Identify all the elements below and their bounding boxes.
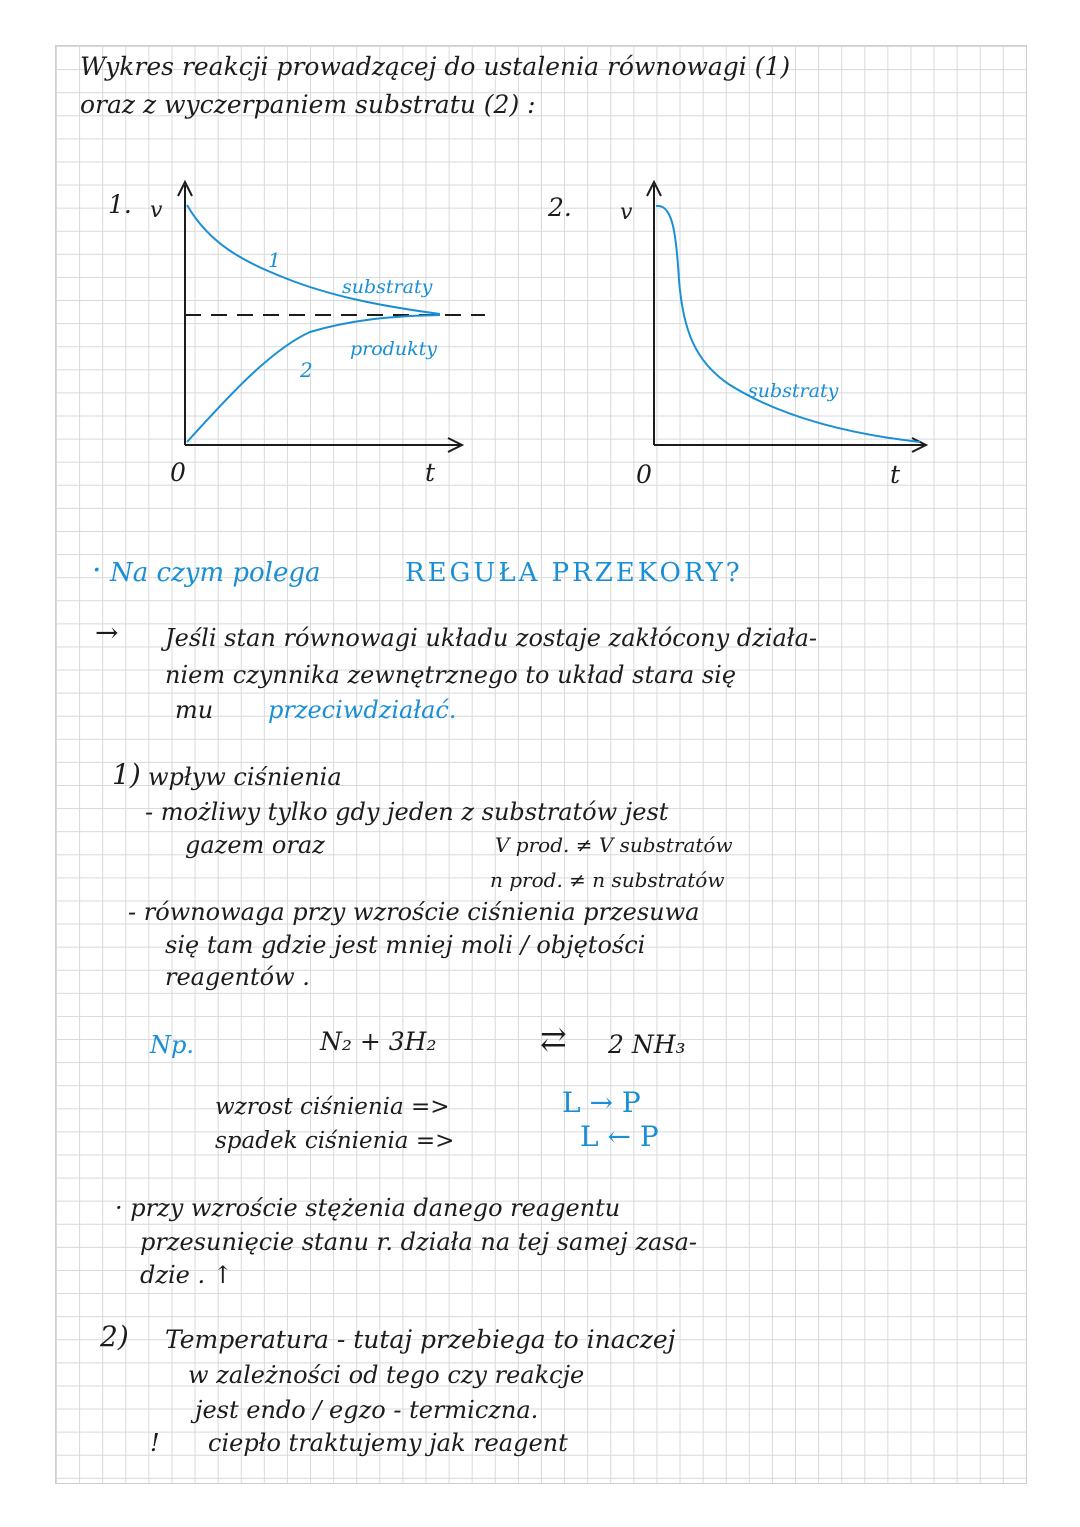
decrease-shift: L ← P [580, 1120, 659, 1153]
graph1-curve1-label: 1 [268, 248, 281, 272]
rule-arrow: → [95, 616, 119, 649]
rule-line-2: niem czynnika zewnętrznego to układ stara się [165, 661, 737, 689]
section2-line-1: Temperatura - tutaj przebiega to inaczej [165, 1325, 676, 1354]
graph2-origin: 0 [636, 460, 652, 489]
section1-title: wpływ ciśnienia [148, 763, 342, 791]
increase-shift: L → P [562, 1086, 641, 1119]
graph1-x-label: t [425, 458, 436, 487]
graph1-substrates-label: substraty [342, 276, 433, 298]
reaction-right: 2 NH₃ [608, 1030, 686, 1059]
section1-cond2: n prod. ≠ n substratów [490, 868, 725, 892]
section2-line-3: jest endo / egzo - termiczna. [195, 1396, 539, 1424]
section1-item2-line3: reagentów . [165, 963, 310, 991]
rule-line-3-prefix: mu [175, 696, 214, 724]
question-prefix: Na czym polega [110, 558, 321, 588]
question-term: REGUŁA PRZEKORY? [405, 558, 743, 588]
section1-number: 1) [112, 758, 141, 791]
graph1-origin: 0 [170, 458, 186, 487]
graph1-number: 1. [108, 190, 132, 219]
section2-exclamation: ! [150, 1429, 160, 1457]
concentration-line-1: · przy wzroście stężenia danego reagentu [115, 1194, 621, 1222]
section1-cond1: V prod. ≠ V substratów [495, 833, 733, 857]
graph2-number: 2. [548, 193, 572, 222]
concentration-line-2: przesunięcie stanu r. działa na tej samej zasa- [140, 1228, 698, 1256]
graph1-products-label: produkty [350, 338, 437, 360]
rule-line-1: Jeśli stan równowagi układu zostaje zakłócony działa- [165, 624, 817, 652]
decrease-text: spadek ciśnienia => [215, 1128, 455, 1154]
graph2-y-label: v [620, 200, 633, 225]
graph2-x-label: t [890, 460, 901, 489]
section1-item2-line2: się tam gdzie jest mniej moli / objętości [165, 931, 646, 959]
graph1-curve2-label: 2 [300, 358, 313, 382]
concentration-line-3: dzie . ↑ [140, 1261, 233, 1289]
increase-text: wzrost ciśnienia => [215, 1094, 450, 1120]
section2-line-4: ciepło traktujemy jak reagent [208, 1429, 568, 1457]
reaction-arrow: ⇄ [540, 1020, 567, 1058]
rule-line-3-blue: przeciwdziałać. [268, 696, 457, 724]
example-label: Np. [150, 1031, 194, 1059]
heading-line-2: oraz z wyczerpaniem substratu (2) : [80, 90, 536, 119]
section1-item1-line2: gazem oraz [185, 831, 325, 859]
graph2-substrates-label: substraty [748, 380, 839, 402]
section2-number: 2) [100, 1320, 129, 1353]
section2-line-2: w zależności od tego czy reakcje [188, 1361, 585, 1389]
question-bullet: · [92, 553, 102, 588]
section1-item1-line1: - możliwy tylko gdy jeden z substratów jest [145, 798, 669, 826]
heading-line-1: Wykres reakcji prowadzącej do ustalenia równowagi (1) [80, 52, 791, 81]
graph1-y-label: v [150, 198, 163, 223]
section1-item2-line1: - równowaga przy wzroście ciśnienia przesuwa [128, 898, 700, 926]
reaction-left: N₂ + 3H₂ [320, 1027, 437, 1056]
